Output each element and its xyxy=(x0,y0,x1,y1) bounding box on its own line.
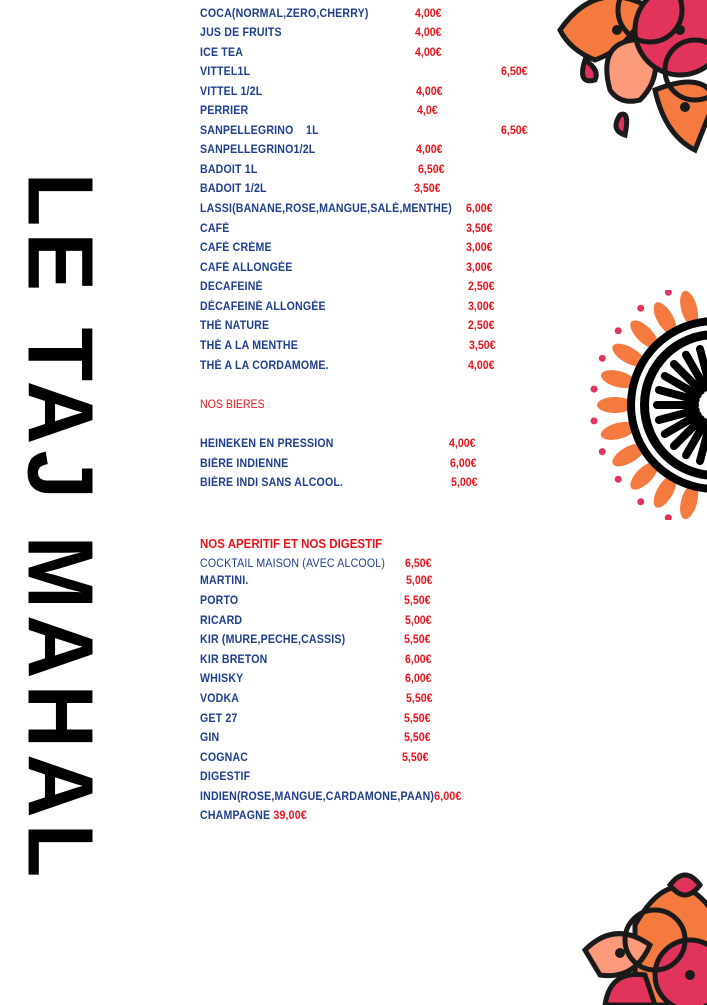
menu-item-price: 3,50€ xyxy=(466,223,493,235)
menu-item-price: 4,00€ xyxy=(415,27,442,39)
menu-item-name: CAFÉ ALLONGÉE xyxy=(200,262,293,274)
menu-item-name: INDIEN(ROSE,MANGUE,CARDAMONE,PAAN) xyxy=(200,791,435,803)
menu-item-price: 5,50€ xyxy=(402,752,429,764)
mandala-top-icon xyxy=(555,0,707,160)
menu-item-price: 5,50€ xyxy=(404,634,431,646)
menu-item-name: VITTEL1L xyxy=(200,66,251,78)
menu-item-name: SANPELLEGRINO 1L xyxy=(200,125,319,137)
menu-item-name: THÉ A LA CORDAMOME. xyxy=(200,360,329,372)
menu-item-name: RICARD xyxy=(200,615,243,627)
menu-item-price: 4,00€ xyxy=(416,144,443,156)
menu-item-price: 4,00€ xyxy=(449,438,476,450)
menu-item-price: 6,50€ xyxy=(501,125,528,137)
mandala-bottom-icon xyxy=(575,865,707,1005)
menu-item-name: MARTINI. xyxy=(200,575,249,587)
menu-item-price: 6,00€ xyxy=(405,673,432,685)
menu-item-name: LASSI(BANANE,ROSE,MANGUE,SALÉ,MENTHE) xyxy=(200,203,452,215)
menu-item-name: JUS DE FRUITS xyxy=(200,27,282,39)
menu-item-price: 5,50€ xyxy=(404,713,431,725)
menu-item-name: GIN xyxy=(200,732,220,744)
menu-item-name: PERRIER xyxy=(200,105,249,117)
menu-item-name: KIR BRETON xyxy=(200,654,268,666)
menu-item-price: 4,00€ xyxy=(468,360,495,372)
menu-item-price: 3,00€ xyxy=(468,301,495,313)
menu-item-price: 2,50€ xyxy=(468,320,495,332)
menu-item-name: PORTO xyxy=(200,595,239,607)
menu-item-price: 4,00€ xyxy=(415,47,442,59)
menu-item-price: 5,00€ xyxy=(405,615,432,627)
menu-item-line xyxy=(200,809,307,823)
menu-item-price: 3,50€ xyxy=(469,340,496,352)
menu-item-price: 6,00€ xyxy=(450,458,477,470)
menu-item-price: 6,50€ xyxy=(418,164,445,176)
menu-item-name: COCA(NORMAL,ZERO,CHERRY) xyxy=(200,8,369,20)
menu-item-name: CHAMPAGNE xyxy=(200,810,271,822)
menu-item-price: 3,00€ xyxy=(466,242,493,254)
menu-item-price: 6,00€ xyxy=(434,791,462,803)
section-heading-beers: NOS BIERES xyxy=(200,399,265,411)
menu-item-name: DÉCAFEINÉ ALLONGÉE xyxy=(200,301,326,313)
menu-item-name: COGNAC xyxy=(200,752,249,764)
menu-item-name: DECAFEINÉ xyxy=(200,281,263,293)
menu-item-price: 5,50€ xyxy=(406,693,433,705)
menu-item-name: WHISKY xyxy=(200,673,244,685)
menu-item-name: THÉ A LA MENTHE xyxy=(200,340,298,352)
menu-item-price: 6,50€ xyxy=(501,66,528,78)
menu-item-name: HEINEKEN EN PRESSION xyxy=(200,438,334,450)
section-heading-aperitifs: NOS APERITIF ET NOS DIGESTIF xyxy=(200,537,383,551)
menu-item-name: BIÉRE INDI SANS ALCOOL. xyxy=(200,477,344,489)
menu-item-name: VODKA xyxy=(200,693,240,705)
menu-item-name: SANPELLEGRINO1/2L xyxy=(200,144,316,156)
menu-item-price: 6,50€ xyxy=(405,558,432,570)
menu-item-name: THÉ NATURE xyxy=(200,320,270,332)
menu-item-line xyxy=(200,790,462,804)
menu-item-price: 4,0€ xyxy=(417,105,438,117)
menu-item-price: 5,00€ xyxy=(451,477,478,489)
menu-item-name: VITTEL 1/2L xyxy=(200,86,263,98)
menu-item-price: 2,50€ xyxy=(468,281,495,293)
menu-item-price: 39,00€ xyxy=(273,810,307,822)
chakra-wheel-icon xyxy=(590,290,707,520)
restaurant-title: LE TAJ MAHAL xyxy=(8,172,113,884)
menu-item-name: CAFÉ CRÉME xyxy=(200,242,272,254)
menu-item-name: GET 27 xyxy=(200,713,238,725)
menu-item-name: KIR (MURE,PECHE,CASSIS) xyxy=(200,634,346,646)
menu-item-price: 6,00€ xyxy=(405,654,432,666)
menu-item-price: 5,00€ xyxy=(406,575,433,587)
menu-item-name: COCKTAIL MAISON (AVEC ALCOOL) xyxy=(200,558,386,570)
menu-item-name: BADOIT 1/2L xyxy=(200,183,267,195)
menu-item-price: 5,50€ xyxy=(404,595,431,607)
menu-item-name: CAFÉ xyxy=(200,223,230,235)
menu-item-price: 4,00€ xyxy=(416,86,443,98)
menu-item-name: BADOIT 1L xyxy=(200,164,258,176)
menu-item-price: 6,00€ xyxy=(466,203,493,215)
menu-item-price: 3,50€ xyxy=(414,183,441,195)
menu-item-name: ICE TEA xyxy=(200,47,244,59)
menu-item-price: 4,00€ xyxy=(415,8,442,20)
menu-item-price: 3,00€ xyxy=(466,262,493,274)
menu-item-name: DIGESTIF xyxy=(200,771,251,783)
menu-item-name: BIÉRE INDIENNE xyxy=(200,458,289,470)
menu-item-price: 5,50€ xyxy=(404,732,431,744)
